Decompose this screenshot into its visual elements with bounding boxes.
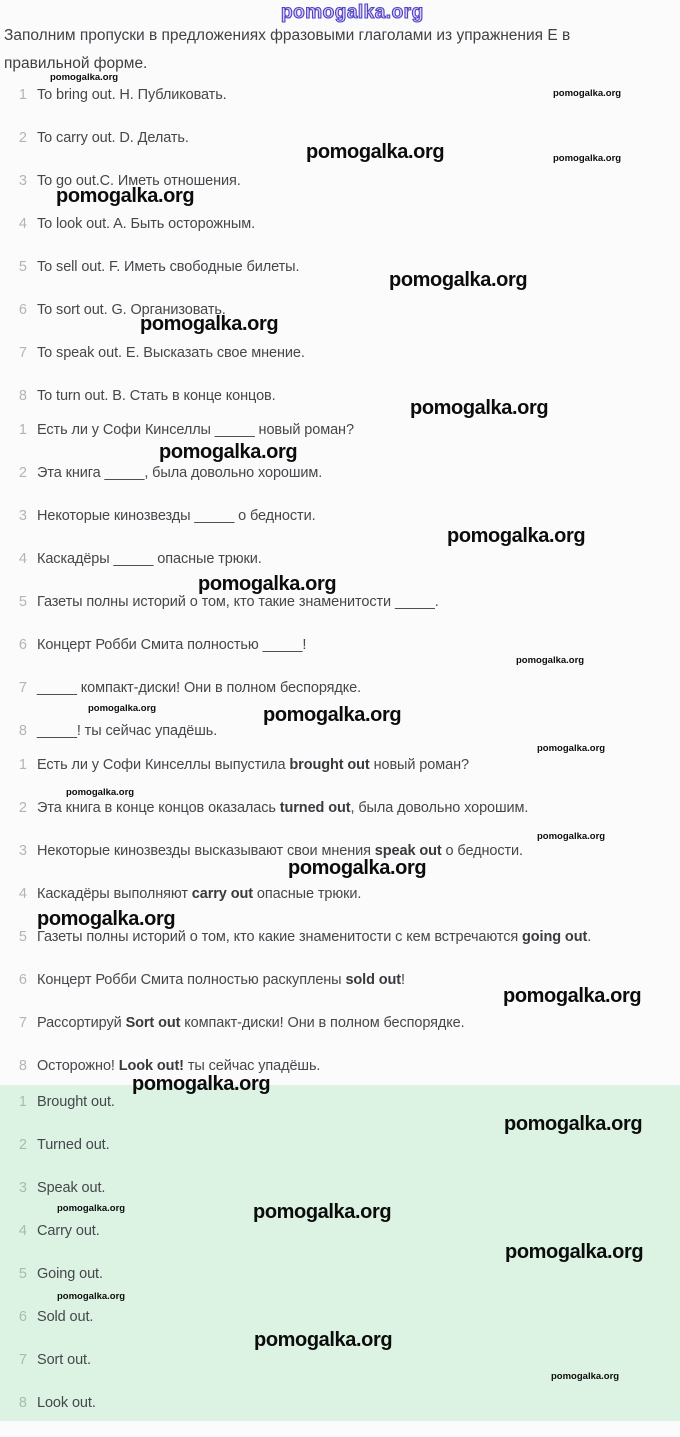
item-text: Going out. [37,1266,103,1282]
list-item [0,258,680,301]
item-number: 3 [18,173,27,189]
item-number: 8 [18,1058,27,1074]
item-text: Brought out. [37,1094,115,1110]
watermark-text: pomogalka.org [503,985,642,1007]
list-item [0,1394,680,1437]
item-text: Speak out. [37,1180,106,1196]
watermark-text: pomogalka.org [516,655,585,666]
text-before: Есть ли у Софи Кинселлы выпустила [37,757,290,773]
item-number: 3 [18,843,27,859]
item-number: 8 [18,388,27,404]
watermark-text: pomogalka.org [66,787,135,798]
item-text: To sort out. G. Организовать. [37,302,226,318]
text-after: . [587,929,592,945]
item-number: 5 [18,929,27,945]
phrasal-verb: turned out [279,800,351,816]
item-text: Концерт Робби Смита полностью _____! [37,637,307,653]
text-after: ! [401,972,405,988]
watermark-text: pomogalka.org [132,1073,271,1095]
item-number: 4 [18,216,27,232]
item-number: 6 [18,972,27,988]
list-item [0,215,680,258]
item-text: Sort out. [37,1352,91,1368]
phrasal-verb: Sort out [125,1015,181,1031]
item-number: 5 [18,259,27,275]
item-text: Turned out. [37,1137,110,1153]
watermark-text: pomogalka.org [159,441,298,463]
watermark-text: pomogalka.org [198,573,337,595]
phrasal-verb: going out [522,929,588,945]
text-before: Рассортируй [37,1015,126,1031]
list-item [0,1136,680,1179]
item-number: 4 [18,1223,27,1239]
watermark-text: pomogalka.org [537,743,606,754]
list-item [0,928,680,971]
watermark-text: pomogalka.org [505,1241,644,1263]
watermark-text: pomogalka.org [88,703,157,714]
watermark-text: pomogalka.org [306,141,445,163]
item-number: 6 [18,1309,27,1325]
text-after: о бедности. [441,843,523,859]
item-number: 5 [18,594,27,610]
text-after: ты сейчас упадёшь. [183,1058,321,1074]
phrasal-verb: sold out [345,972,402,988]
text-after: , была довольно хорошим. [350,800,529,816]
watermark-text: pomogalka.org [263,704,402,726]
item-text: To look out. A. Быть осторожным. [37,216,256,232]
item-number: 4 [18,886,27,902]
text-before: Газеты полны историй о том, кто какие знаменитости с кем встречаются [37,929,523,945]
list-item [0,421,680,464]
list-item [0,550,680,593]
item-number: 1 [18,87,27,103]
item-number: 3 [18,508,27,524]
watermark-text: pomogalka.org [389,269,528,291]
watermark-text: pomogalka.org [254,1329,393,1351]
item-text [37,971,405,990]
item-number: 1 [18,422,27,438]
phrasal-verb: speak out [374,843,442,859]
item-number: 1 [18,1094,27,1110]
phrasal-verb: brought out [289,757,370,773]
item-text: To carry out. D. Делать. [37,130,189,146]
item-text: To bring out. Н. Публиковать. [37,87,227,103]
watermark-text: pomogalka.org [537,831,606,842]
item-text: Некоторые кинозвезды _____ о бедности. [37,508,316,524]
item-text: To go out.C. Иметь отношения. [37,173,241,189]
item-number: 5 [18,1266,27,1282]
text-before: Каскадёры выполняют [37,886,192,902]
item-text: Есть ли у Софи Кинселлы _____ новый роман? [37,422,354,438]
item-number: 7 [18,1015,27,1031]
item-number: 8 [18,723,27,739]
item-text: Каскадёры _____ опасные трюки. [37,551,262,567]
page-title [4,22,644,78]
list-item [0,1014,680,1057]
item-number: 6 [18,302,27,318]
item-number: 4 [18,551,27,567]
item-number: 2 [18,1137,27,1153]
item-text [37,885,361,904]
watermark-text: pomogalka.org [50,72,119,83]
item-number: 7 [18,1352,27,1368]
watermark-text: pomogalka.org [551,1371,620,1382]
item-text: Carry out. [37,1223,100,1239]
section-answers [0,1093,680,1437]
item-number: 8 [18,1395,27,1411]
watermark-text: pomogalka.org [57,1203,126,1214]
watermark-text: pomogalka.org [447,525,586,547]
watermark-text: pomogalka.org [37,908,176,930]
item-text [37,799,528,818]
watermark-text: pomogalka.org [281,2,424,23]
item-number: 3 [18,1180,27,1196]
item-text: To turn out. B. Стать в конце концов. [37,388,276,404]
item-number: 2 [18,465,27,481]
instruction-line-1: Заполним пропуски в предложениях фразовыми глаголами из упражнения E в [4,27,571,44]
watermark-text: pomogalka.org [253,1201,392,1223]
watermark-text: pomogalka.org [56,185,195,207]
item-text: Look out. [37,1395,96,1411]
list-item [0,301,680,344]
list-item [0,344,680,387]
item-number: 1 [18,757,27,773]
item-text: _____ компакт-диски! Они в полном беспорядке. [37,680,362,696]
item-text [37,1014,465,1033]
instruction-line-2: правильной форме. [4,55,148,72]
text-after: компакт-диски! Они в полном беспорядке. [180,1015,465,1031]
item-text: Эта книга _____, была довольно хорошим. [37,465,323,481]
phrasal-verb: carry out [191,886,253,902]
item-number: 2 [18,130,27,146]
item-text [37,842,523,861]
item-text: Sold out. [37,1309,94,1325]
item-number: 2 [18,800,27,816]
phrasal-verb: Look out! [118,1058,184,1074]
text-before: Эта книга в конце концов оказалась [37,800,280,816]
watermark-text: pomogalka.org [140,313,279,335]
watermark-text: pomogalka.org [553,153,622,164]
watermark-text: pomogalka.org [504,1113,643,1135]
text-before: Некоторые кинозвезды высказывают свои мнения [37,843,375,859]
watermark-text: pomogalka.org [288,857,427,879]
list-item [0,464,680,507]
text-before: Осторожно! [37,1058,119,1074]
item-text: To speak out. E. Высказать свое мнение. [37,345,305,361]
watermark-text: pomogalka.org [57,1291,126,1302]
item-number: 6 [18,637,27,653]
item-text: Газеты полны историй о том, кто такие знаменитости _____. [37,594,439,610]
text-after: новый роман? [369,757,469,773]
item-text [37,756,469,775]
item-text: To sell out. F. Иметь свободные билеты. [37,259,300,275]
section-definitions [0,86,680,430]
item-number: 7 [18,345,27,361]
list-item [0,593,680,636]
watermark-text: pomogalka.org [410,397,549,419]
text-before: Концерт Робби Смита полностью раскуплены [37,972,346,988]
text-after: опасные трюки. [252,886,362,902]
watermark-text: pomogalka.org [553,88,622,99]
item-text: _____! ты сейчас упадёшь. [37,723,218,739]
item-number: 7 [18,680,27,696]
